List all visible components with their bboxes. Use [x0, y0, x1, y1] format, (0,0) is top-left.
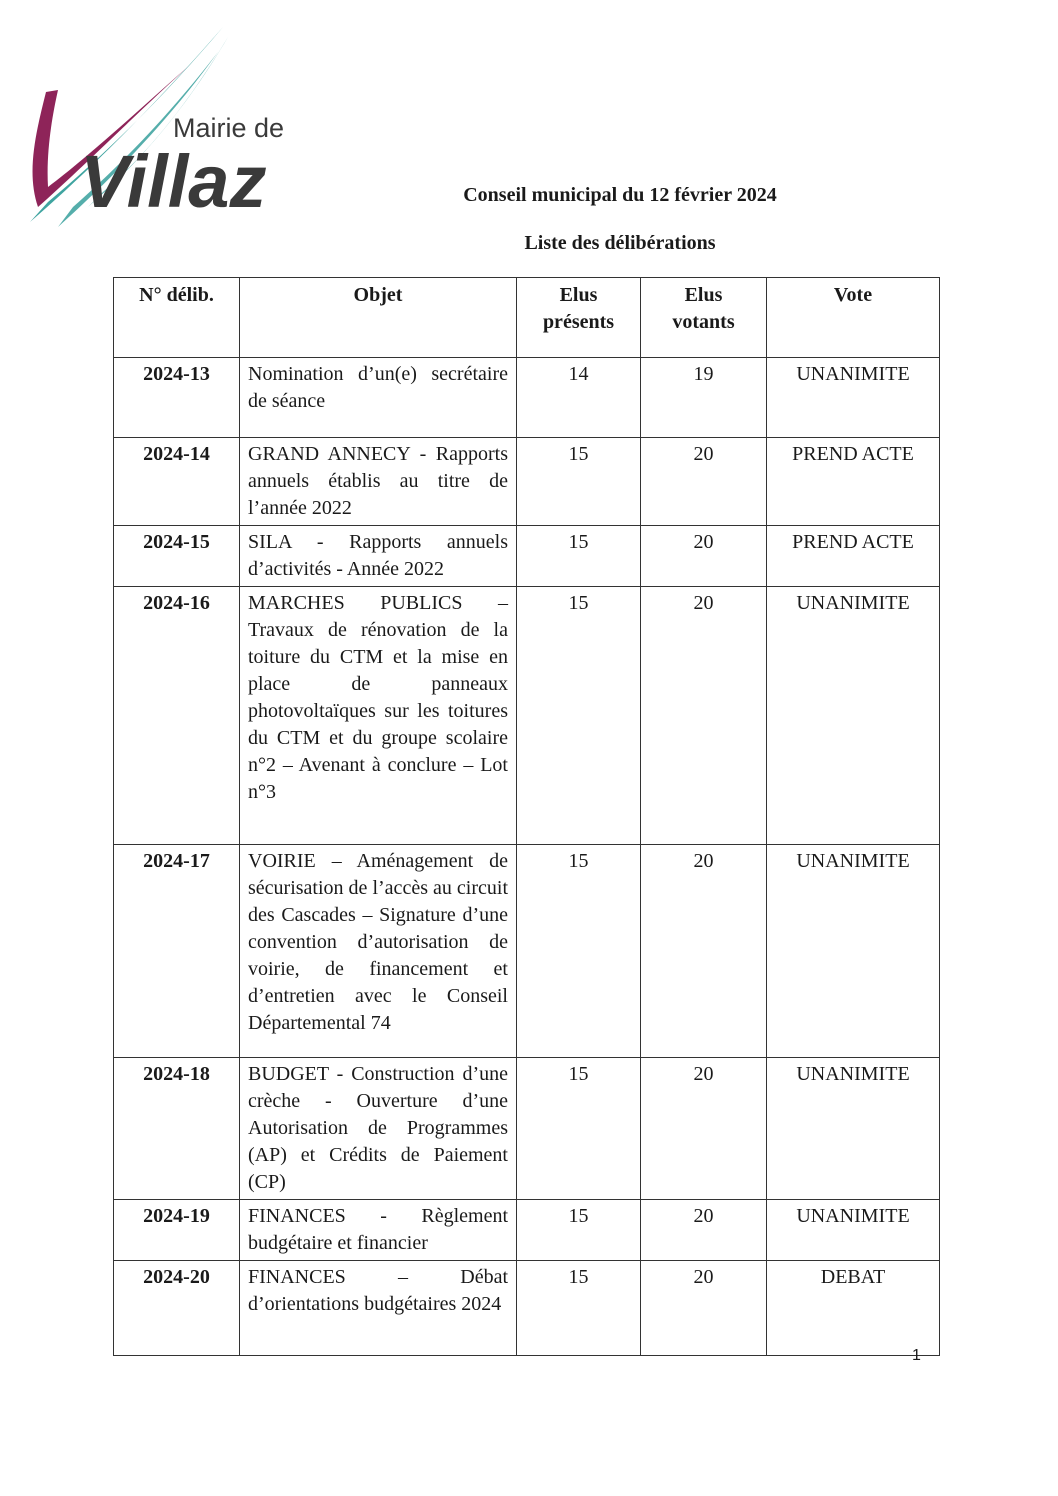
row-num: 2024-16	[114, 587, 240, 845]
row-num: 2024-14	[114, 438, 240, 526]
row-votants: 20	[641, 438, 767, 526]
villaz-logo	[18, 22, 303, 237]
row-presents: 15	[517, 526, 641, 587]
row-vote: UNANIMITE	[767, 1058, 940, 1200]
header-num: N° délib.	[114, 278, 240, 358]
header-votants	[641, 278, 767, 358]
row-objet: SILA - Rapports annuels d’activités - Année 2022	[240, 526, 517, 587]
table-row	[114, 438, 940, 526]
row-votants: 20	[641, 845, 767, 1058]
logo-line1: Mairie de	[173, 113, 285, 143]
page-title: Conseil municipal du 12 février 2024	[463, 184, 777, 206]
header-presents-line2: présents	[542, 311, 615, 333]
page-number: 1	[912, 1347, 921, 1364]
row-vote: UNANIMITE	[767, 1200, 940, 1261]
table-row	[114, 1200, 940, 1261]
row-num: 2024-13	[114, 358, 240, 438]
deliberations-table	[113, 277, 940, 1356]
row-votants: 20	[641, 1261, 767, 1356]
row-presents: 15	[517, 845, 641, 1058]
row-vote: UNANIMITE	[767, 587, 940, 845]
header-objet: Objet	[240, 278, 517, 358]
table-row	[114, 845, 940, 1058]
header-presents-line1: Elus	[559, 284, 598, 306]
table-row	[114, 1058, 940, 1200]
row-vote: PREND ACTE	[767, 438, 940, 526]
row-objet: FINANCES – Débat d’orientations budgétaires 2024	[240, 1261, 517, 1356]
table-row	[114, 358, 940, 438]
row-vote: DEBAT	[767, 1261, 940, 1356]
row-presents: 15	[517, 587, 641, 845]
logo-line2: Villaz	[80, 140, 267, 223]
row-presents: 15	[517, 1058, 641, 1200]
row-objet: Nomination d’un(e) secrétaire de séance	[240, 358, 517, 438]
header-presents	[517, 278, 641, 358]
row-votants: 20	[641, 526, 767, 587]
table-header-row	[114, 278, 940, 358]
page-subtitle: Liste des délibérations	[524, 232, 716, 254]
header-vote: Vote	[767, 278, 940, 358]
table-row	[114, 1261, 940, 1356]
row-objet: VOIRIE – Aménagement de sécurisation de l’accès au circuit des Cascades – Signature d’une convention d’autorisation de voirie, de financement et d’entretien avec le Conseil Départemental 74	[240, 845, 517, 1058]
row-votants: 20	[641, 587, 767, 845]
table-row	[114, 526, 940, 587]
table-row	[114, 587, 940, 845]
row-votants: 19	[641, 358, 767, 438]
row-num: 2024-17	[114, 845, 240, 1058]
logo-graphic	[18, 22, 303, 237]
header-votants-line2: votants	[672, 311, 735, 333]
row-votants: 20	[641, 1200, 767, 1261]
row-votants: 20	[641, 1058, 767, 1200]
row-vote: UNANIMITE	[767, 845, 940, 1058]
row-presents: 15	[517, 1200, 641, 1261]
row-objet: FINANCES - Règlement budgétaire et financier	[240, 1200, 517, 1261]
row-num: 2024-15	[114, 526, 240, 587]
row-objet: MARCHES PUBLICS – Travaux de rénovation de la toiture du CTM et la mise en place de panneaux photovoltaïques sur les toitures du CTM et du groupe scolaire n°2 – Avenant à conclure – Lot n°3	[240, 587, 517, 845]
header-votants-line1: Elus	[684, 284, 723, 306]
row-num: 2024-19	[114, 1200, 240, 1261]
row-vote: PREND ACTE	[767, 526, 940, 587]
row-objet: BUDGET - Construction d’une crèche - Ouverture d’une Autorisation de Programmes (AP) et Crédits de Paiement (CP)	[240, 1058, 517, 1200]
row-presents: 15	[517, 1261, 641, 1356]
row-vote: UNANIMITE	[767, 358, 940, 438]
row-num: 2024-18	[114, 1058, 240, 1200]
row-num: 2024-20	[114, 1261, 240, 1356]
row-objet: GRAND ANNECY - Rapports annuels établis au titre de l’année 2022	[240, 438, 517, 526]
row-presents: 15	[517, 438, 641, 526]
row-presents: 14	[517, 358, 641, 438]
